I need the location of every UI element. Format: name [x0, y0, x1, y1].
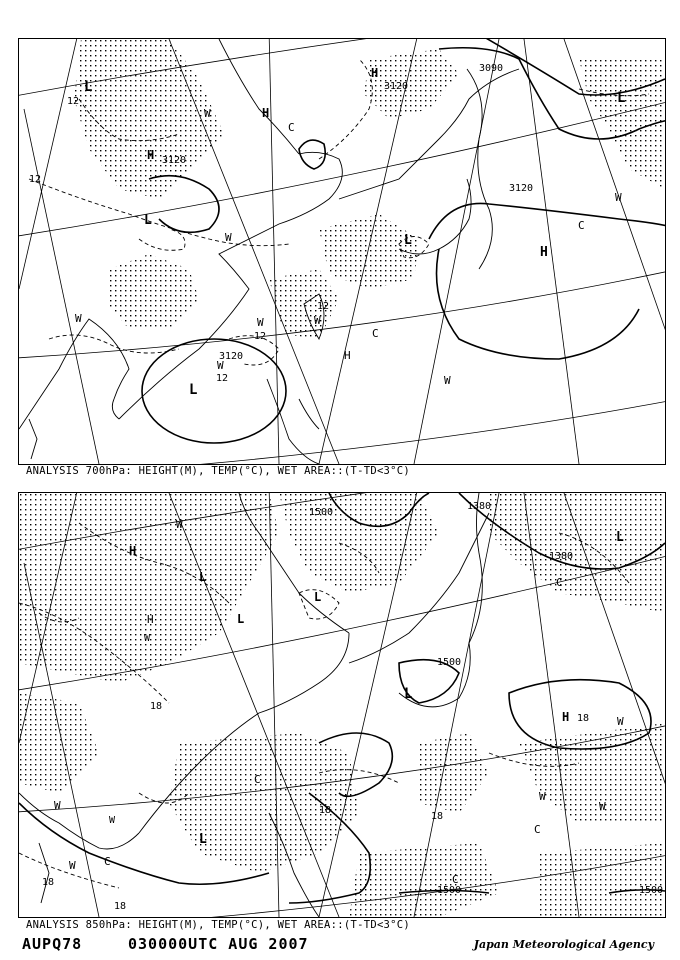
map-label: H	[147, 613, 154, 626]
map-label: W	[599, 800, 606, 813]
map-label: L	[84, 79, 93, 95]
panel-caption-850hpa: ANALYSIS 850hPa: HEIGHT(M), TEMP(°C), WET AREA::(T-TD<3°C)	[26, 919, 411, 931]
product-code: AUPQ78	[22, 935, 83, 953]
map-850hpa-chart	[19, 493, 665, 917]
map-label: W	[257, 316, 264, 329]
map-label: W	[204, 107, 211, 120]
valid-time: 030000UTC AUG 2007	[128, 935, 309, 953]
map-label: L	[237, 612, 245, 626]
map-label: W	[217, 359, 224, 372]
map-label: W	[615, 191, 622, 204]
map-label: 12	[29, 174, 42, 185]
map-label: C	[556, 576, 563, 589]
map-label: W	[54, 799, 61, 812]
map-label: 3120	[384, 81, 409, 92]
map-label: H	[540, 245, 548, 260]
map-label: 3120	[162, 155, 187, 166]
map-label: W	[176, 518, 183, 531]
map-label: 12	[254, 331, 267, 342]
map-700hpa-chart	[19, 39, 665, 464]
map-label: 18	[577, 713, 590, 724]
map-label: W	[314, 314, 321, 327]
map-label: L	[404, 233, 412, 248]
map-label: C	[254, 773, 261, 786]
map-label: L	[189, 382, 198, 398]
map-label: 1380	[467, 501, 492, 512]
map-label: C	[288, 121, 295, 134]
map-label: 18	[431, 811, 444, 822]
map-label: W	[617, 715, 624, 728]
map-label: L	[199, 570, 207, 584]
map-label: C	[452, 873, 459, 886]
map-label: 12	[67, 96, 80, 107]
map-label: H	[344, 349, 351, 362]
map-label: 3120	[509, 183, 534, 194]
map-label: L	[199, 832, 207, 847]
map-label: W	[225, 231, 232, 244]
map-label: H	[147, 148, 155, 162]
map-label: L	[314, 590, 322, 604]
map-label: 18	[150, 701, 163, 712]
map-label: 3090	[479, 63, 504, 74]
map-label: H	[371, 66, 379, 80]
map-label: H	[129, 544, 137, 558]
map-label: 3120	[219, 351, 244, 362]
map-label: 18	[114, 901, 127, 912]
map-label: W	[109, 815, 116, 826]
map-label: 1500	[639, 885, 664, 896]
map-label: C	[104, 855, 111, 868]
map-label: 12	[317, 301, 330, 312]
map-label: 1500	[437, 657, 462, 668]
map-label: H	[562, 710, 570, 724]
map-label: W	[444, 374, 451, 387]
map-label: L	[616, 530, 624, 545]
map-label: L	[617, 90, 626, 106]
map-panel-700hpa	[18, 38, 666, 465]
map-label: 18	[42, 877, 55, 888]
map-label: 1500	[437, 885, 462, 896]
map-panel-850hpa	[18, 492, 666, 918]
map-label: W	[144, 633, 151, 644]
panel-caption-700hpa: ANALYSIS 700hPa: HEIGHT(M), TEMP(°C), WET AREA::(T-TD<3°C)	[26, 465, 411, 477]
map-label: 1380	[549, 551, 574, 562]
map-label: 1500	[309, 507, 334, 518]
map-label: L	[404, 686, 413, 702]
map-label: H	[262, 106, 270, 120]
map-label: W	[69, 859, 76, 872]
map-label: C	[578, 219, 585, 232]
map-label: C	[372, 327, 379, 340]
map-label: L	[144, 213, 152, 228]
map-label: W	[75, 312, 82, 325]
map-label: C	[534, 823, 541, 836]
map-label: W	[539, 790, 546, 803]
agency-credit: Japan Meteorological Agency	[473, 938, 654, 951]
map-label: 18	[319, 805, 332, 816]
map-label: 12	[216, 373, 229, 384]
